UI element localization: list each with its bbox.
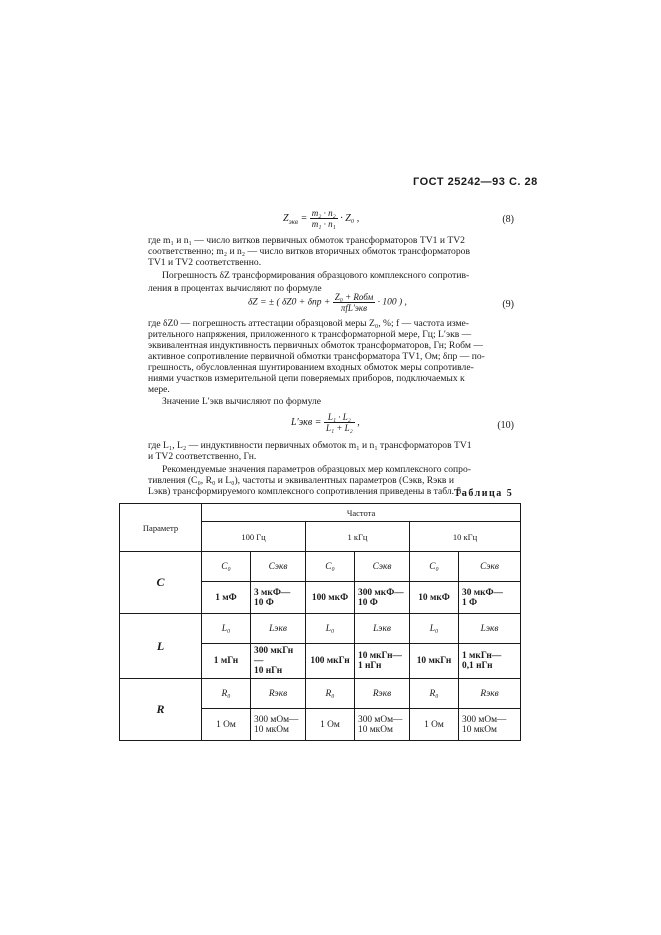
value-cell: 1 мФ — [202, 582, 251, 614]
text-line: Значение L′экв вычисляют по формуле — [162, 396, 321, 407]
text-line: TV1 и TV2 соответственно. — [148, 257, 262, 268]
text-line: Рекомендуемые значения параметров образцовых мер комплексного сопро- — [162, 464, 471, 475]
table-row — [120, 679, 521, 709]
symbol-cell: Rэкв — [459, 679, 521, 709]
value-cell: 100 мкФ — [306, 582, 355, 614]
text-line: рительного напряжения, приложенного к трансформаторной мере, Гц; L′экв — — [148, 329, 472, 340]
frequency-header: 10 кГц — [410, 522, 521, 552]
value-cell: 1 мкГн— 0,1 нГн — [459, 644, 521, 679]
formula-8-number: (8) — [502, 214, 514, 225]
value-cell: 1 Ом — [306, 709, 355, 741]
text-line: ления в процентах вычисляют по формуле — [148, 283, 322, 294]
value-cell: 1 Ом — [202, 709, 251, 741]
value-cell: 1 мГн — [202, 644, 251, 679]
frequency-header: 1 кГц — [306, 522, 410, 552]
text-line: мере. — [148, 384, 170, 395]
value-cell: 3 мкФ— 10 Ф — [251, 582, 306, 614]
value-cell: 300 мкГн— 10 нГн — [251, 644, 306, 679]
param-cell: C — [120, 552, 202, 614]
symbol-cell: Rэкв — [251, 679, 306, 709]
symbol-cell: Cэкв — [355, 552, 410, 582]
text-line: где L₁, L₂ — индуктивности первичных обмоток m₁ и n₁ трансформаторов TV1 — [148, 440, 472, 451]
param-cell: L — [120, 614, 202, 679]
formula-9-number: (9) — [502, 299, 514, 310]
symbol-cell: Lэкв — [251, 614, 306, 644]
symbol-cell: R₀ — [202, 679, 251, 709]
symbol-cell: C₀ — [410, 552, 459, 582]
table-caption: Таблица 5 — [454, 488, 514, 499]
page-header: ГОСТ 25242—93 С. 28 — [413, 176, 538, 188]
text-line: тивления (C₀, R₀ и L₀), частоты и эквивалентных параметров (Cэкв, Rэкв и — [148, 475, 454, 486]
table-row — [120, 552, 521, 582]
symbol-cell: Cэкв — [251, 552, 306, 582]
value-cell: 300 мкФ— 10 Ф — [355, 582, 410, 614]
table-row — [120, 614, 521, 644]
symbol-cell: Lэкв — [355, 614, 410, 644]
text-line: Погрешность δZ трансформирования образцового комплексного сопротив- — [162, 270, 470, 281]
text-line: соответственно; m₂ и n₂ — число витков вторичных обмоток трансформаторов — [148, 246, 470, 257]
symbol-cell: R₀ — [410, 679, 459, 709]
value-cell: 100 мкГн — [306, 644, 355, 679]
symbol-cell: Cэкв — [459, 552, 521, 582]
symbol-cell: Rэкв — [355, 679, 410, 709]
value-cell: 300 мОм— 10 мкОм — [459, 709, 521, 741]
value-cell: 30 мкФ— 1 Ф — [459, 582, 521, 614]
symbol-cell: R₀ — [306, 679, 355, 709]
symbol-cell: C₀ — [306, 552, 355, 582]
symbol-cell: Lэкв — [459, 614, 521, 644]
text-line: ниями участков измерительной цепи поверяемых приборов, подключаемых к — [148, 373, 465, 384]
text-line: грешность, обусловленная шунтированием входных обмоток меры сопротивле- — [148, 362, 474, 373]
text-line: Lэкв) трансформируемого комплексного сопротивления приведены в табл. 5. — [148, 486, 464, 497]
value-cell: 300 мОм— 10 мкОм — [251, 709, 306, 741]
formula-9: δZ = ± ( δZ0 + δпр + $\frac{\text{Z₀ + Rобм}}{\text{πfL′экв}}$ · 100 ) , — [248, 292, 407, 313]
param-cell: R — [120, 679, 202, 741]
symbol-cell: L₀ — [306, 614, 355, 644]
symbol-cell: L₀ — [410, 614, 459, 644]
text-line: где δZ0 — погрешность аттестации образцовой меры Z₀, %; f — частота изме- — [148, 318, 470, 329]
symbol-cell: C₀ — [202, 552, 251, 582]
value-cell: 10 мкФ — [410, 582, 459, 614]
column-header-parameter: Параметр — [120, 504, 202, 552]
text-line: где m₁ и n₁ — число витков первичных обмоток трансформаторов TV1 и TV2 — [148, 235, 465, 246]
value-cell: 10 мкГн — [410, 644, 459, 679]
formula-10: L′экв = $\frac{\text{L₁ · L₂}}{\text{L₁ + L₂}}$ , — [291, 412, 360, 433]
value-cell: 10 мкГн— 1 нГн — [355, 644, 410, 679]
formula-8: $Z_{экв}$ = $\frac{\text{m₂ · n₂}}{\text{m₁ · n₁}}$ · Z₀ , — [283, 208, 360, 229]
parameters-table — [119, 503, 521, 741]
text-line: активное сопротивление первичной обмотки трансформатора TV1, Ом; δпр — по- — [148, 351, 485, 362]
value-cell: 300 мОм— 10 мкОм — [355, 709, 410, 741]
value-cell: 1 Ом — [410, 709, 459, 741]
text-line: эквивалентная индуктивность первичных обмоток трансформаторов, Гн; Rобм — — [148, 340, 483, 351]
frequency-header: 100 Гц — [202, 522, 306, 552]
symbol-cell: L₀ — [202, 614, 251, 644]
text-line: и TV2 соответственно, Гн. — [148, 451, 257, 462]
formula-10-number: (10) — [497, 420, 514, 431]
column-header-frequency: Частота — [202, 504, 521, 522]
